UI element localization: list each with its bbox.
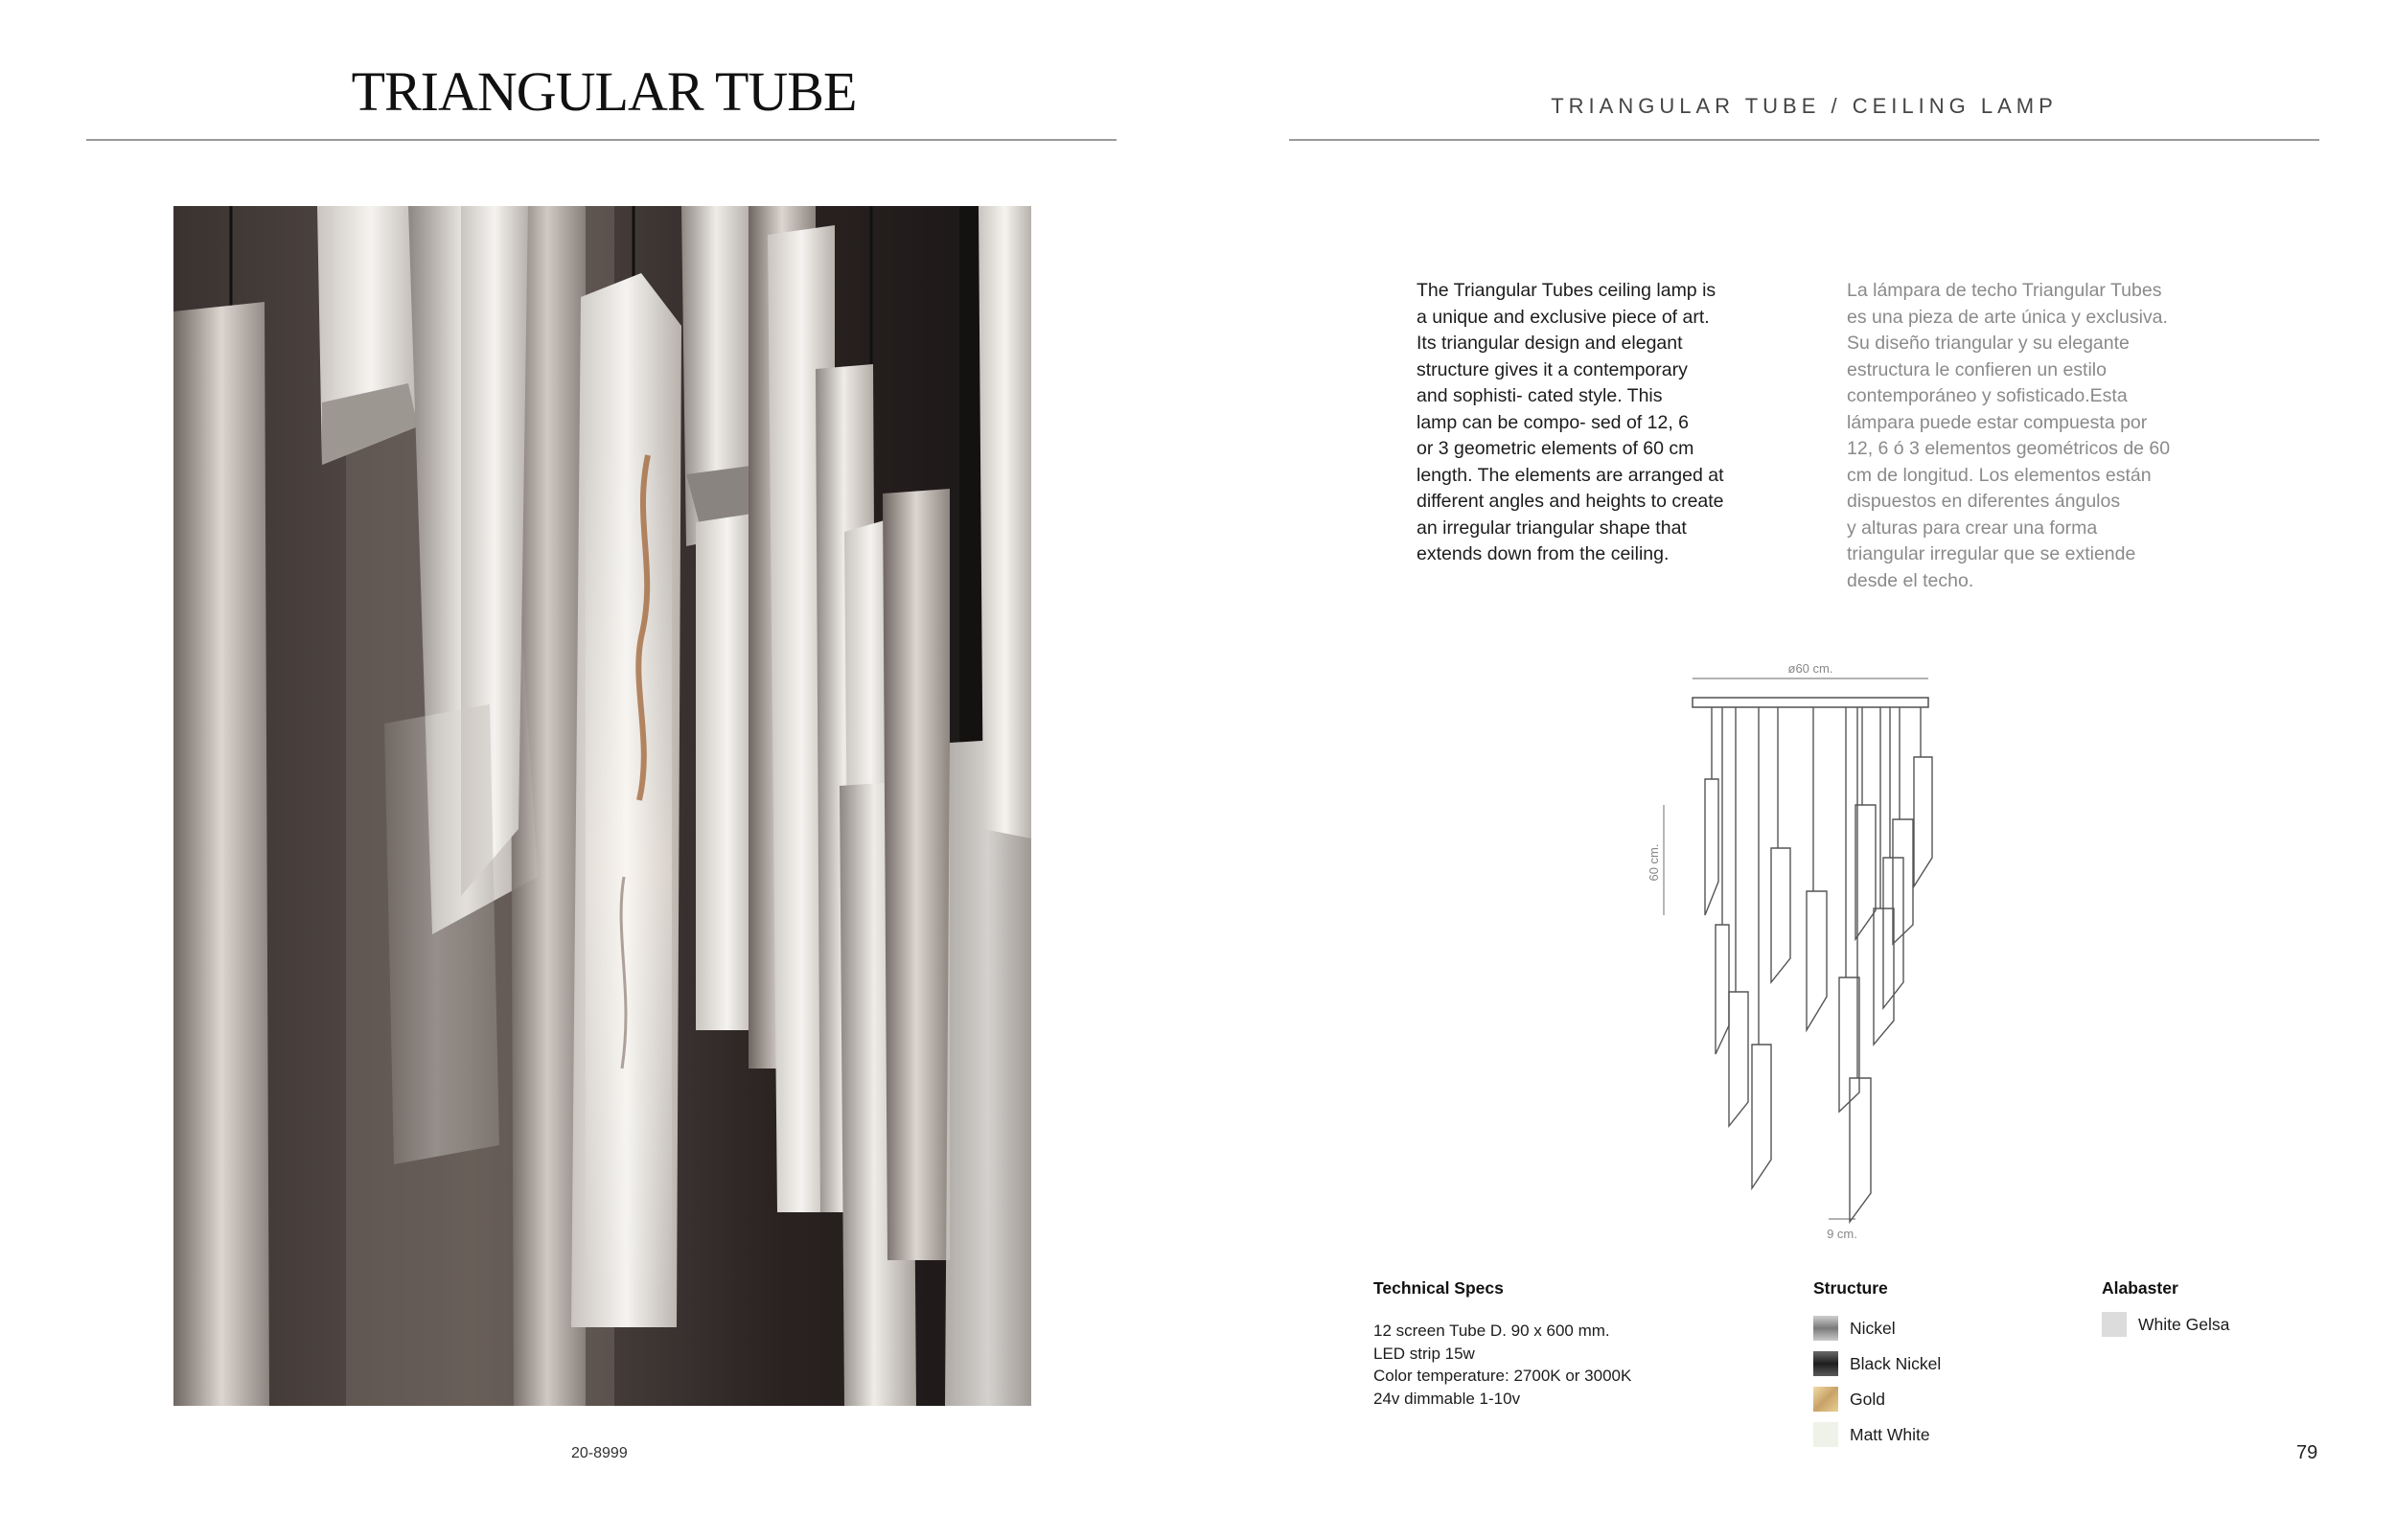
technical-specs-list [1373,1320,1631,1410]
finish-option [1813,1351,1941,1376]
description-line: es una pieza de arte única y exclusiva. [1847,306,2168,328]
alabaster-options [2102,1312,2229,1337]
description-line: contemporáneo y sofisticado.Esta [1847,385,2128,406]
width-label: ø60 cm. [1787,661,1833,676]
description-line: Its triangular design and elegant [1417,333,1683,354]
description-line: or 3 geometric elements of 60 cm [1417,438,1694,459]
ceiling-canopy [1693,698,1928,707]
description-line: different angles and heights to create [1417,491,1724,512]
matt-white-swatch [1813,1422,1838,1447]
description-line: and sophisti- cated style. This [1417,385,1663,406]
finish-option [2102,1312,2229,1337]
description-line: lamp can be compo- sed of 12, 6 [1417,411,1689,433]
product-code: 20-8999 [571,1445,628,1461]
technical-specs-heading: Technical Specs [1373,1278,1504,1298]
white-gelsa-swatch [2102,1312,2127,1337]
description-line: structure gives it a contemporary [1417,358,1688,380]
description-line: extends down from the ceiling. [1417,543,1670,564]
description-line: length. The elements are arranged at [1417,464,1724,486]
spec-line: 12 screen Tube D. 90 x 600 mm. [1373,1322,1610,1340]
finish-label: Matt White [1850,1424,1930,1444]
element-width-label: 9 cm. [1827,1227,1857,1241]
spec-line: 24v dimmable 1-10v [1373,1389,1521,1408]
finish-label: Gold [1850,1389,1885,1409]
page-header: TRIANGULAR TUBE / CEILING LAMP [1551,94,2058,118]
description-line: Su diseño triangular y su elegante [1847,333,2130,354]
description-line: a unique and exclusive piece of art. [1417,306,1710,328]
spec-line: LED strip 15w [1373,1344,1475,1363]
description-line: The Triangular Tubes ceiling lamp is [1417,280,1716,301]
description-line: La lámpara de techo Triangular Tubes [1847,280,2162,301]
finish-option [1813,1422,1941,1447]
description-line: dispuestos en diferentes ángulos [1847,491,2121,512]
black-nickel-swatch [1813,1351,1838,1376]
finish-label: Black Nickel [1850,1353,1942,1373]
description-line: desde el techo. [1847,569,1974,591]
finish-option [1813,1387,1941,1412]
page-number: 79 [2296,1442,2318,1463]
title-divider [86,139,1117,141]
description-line: 12, 6 ó 3 elementos geométricos de 60 [1847,438,2171,459]
description-line: lámpara puede estar compuesta por [1847,411,2148,433]
height-label: 60 cm. [1647,843,1661,882]
finish-label: White Gelsa [2138,1314,2230,1334]
product-photo [173,206,1031,1406]
header-divider [1289,139,2319,141]
description-spanish [1847,278,2216,594]
nickel-swatch [1813,1316,1838,1341]
description-english [1417,278,1785,568]
structure-heading: Structure [1813,1278,1888,1298]
description-line: triangular irregular que se extiende [1847,543,2136,564]
description-line: an irregular triangular shape that [1417,517,1687,539]
description-line: cm de longitud. Los elementos están [1847,464,2152,486]
spec-line: Color temperature: 2700K or 3000K [1373,1367,1632,1385]
finish-option [1813,1316,1941,1341]
lamp-technical-drawing [1629,652,1955,1246]
finish-label: Nickel [1850,1318,1896,1338]
alabaster-heading: Alabaster [2102,1278,2178,1298]
description-line: y alturas para crear una forma [1847,517,2098,539]
structure-options [1813,1316,1941,1447]
gold-swatch [1813,1387,1838,1412]
page-title: TRIANGULAR TUBE [351,60,857,123]
description-line: estructura le confieren un estilo [1847,358,2107,380]
